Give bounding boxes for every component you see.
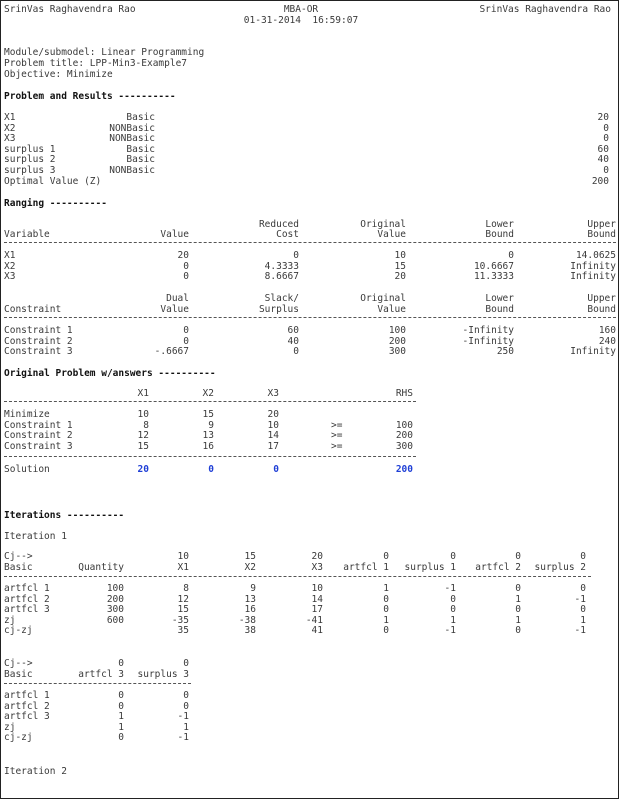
- original-row-cell: 10: [267, 419, 279, 431]
- original-row-cell: >=: [331, 430, 343, 442]
- ranging-header-cell: Upper: [587, 293, 616, 304]
- tableau-header-cell: artfcl 1: [343, 562, 389, 573]
- solution-cell: 200: [395, 464, 413, 475]
- iteration-2-label: Iteration 2: [4, 766, 67, 777]
- tableau-row-cell: 41: [311, 625, 323, 637]
- original-row-cell: 17: [267, 440, 279, 452]
- result-variable: X3: [4, 133, 16, 145]
- ranging-variable-row-cell: 15: [394, 260, 406, 272]
- original-row-cell: >=: [331, 419, 343, 431]
- tableau-row-cell: 0: [383, 593, 389, 605]
- tableau-row-cell: 200: [106, 593, 124, 605]
- tableau-row-cell: 0: [183, 690, 189, 701]
- ranging-header-cell: Upper: [587, 219, 616, 230]
- tableau-cj-cell: 20: [311, 551, 323, 562]
- tableau-row-cell: 9: [250, 583, 256, 594]
- original-row-cell: Constraint 2: [4, 430, 73, 442]
- tableau-cj-cell: 0: [515, 551, 521, 562]
- result-variable: X1: [4, 112, 16, 123]
- tableau-cj-cell: 0: [183, 658, 189, 669]
- result-status: NONBasic: [109, 133, 155, 145]
- tableau-row-cell: 0: [580, 583, 586, 594]
- ranging-header-cell: Lower: [485, 219, 514, 230]
- ranging-constraint-row-cell: 160: [598, 325, 616, 336]
- ranging-constraint-row-cell: -Infinity: [462, 335, 514, 347]
- tableau-row-cell: 1: [183, 721, 189, 733]
- ranging-header-cell: Cost: [276, 229, 299, 240]
- objective-line: Objective: Minimize: [4, 69, 113, 80]
- result-status: NONBasic: [109, 122, 155, 134]
- ranging-header-cell: Bound: [485, 304, 514, 315]
- ranging-header-cell: Original: [360, 219, 406, 230]
- tableau-row-cell: 38: [244, 625, 256, 637]
- ranging-header-cell: Surplus: [258, 304, 299, 315]
- tableau-cj-cell: Cj-->: [4, 551, 33, 562]
- tableau-row-cell: 1: [515, 614, 521, 626]
- tableau-row-cell: 8: [183, 583, 189, 594]
- tableau-row-cell: 16: [244, 604, 256, 616]
- tableau-cj-cell: 0: [450, 551, 456, 562]
- ranging-constraint-row-cell: 240: [598, 335, 616, 347]
- tableau-row-cell: artfcl 1: [4, 690, 50, 701]
- tableau-row-cell: -1: [177, 732, 189, 744]
- tableau-header-cell: Basic: [4, 562, 33, 573]
- ranging-constraint-row-cell: Constraint 2: [4, 335, 73, 347]
- tableau-row-cell: 1: [118, 721, 124, 733]
- header-title: MBA-OR: [283, 4, 319, 15]
- ranging-variable-row-cell: 0: [183, 260, 189, 272]
- result-variable: surplus 3: [4, 165, 56, 176]
- result-value: 0: [603, 122, 609, 134]
- tableau-header-cell: surplus 2: [534, 562, 586, 573]
- ranging-variable-row-cell: 0: [293, 250, 299, 261]
- ranging-variable-row-cell: X1: [4, 250, 16, 261]
- ranging-constraint-row-cell: 100: [388, 325, 406, 336]
- header-right-name: SrinVas Raghavendra Rao: [479, 4, 611, 15]
- tableau-row-cell: artfcl 2: [4, 593, 50, 605]
- ranging-variable-row-cell: 10: [394, 250, 406, 261]
- tableau-header-cell: surplus 3: [137, 669, 189, 680]
- tableau-cj-cell: 0: [383, 551, 389, 562]
- tableau-row-cell: 0: [118, 690, 124, 701]
- tableau-row-cell: 1: [580, 614, 586, 626]
- original-header-cell: X1: [137, 388, 149, 399]
- tableau-row-cell: 0: [118, 732, 124, 744]
- tableau-divider: [4, 576, 591, 577]
- ranging-constraint-row-cell: 0: [183, 325, 189, 336]
- tableau-row-cell: -1: [444, 583, 456, 594]
- result-value: 0: [603, 133, 609, 145]
- original-row-cell: 8: [143, 419, 149, 431]
- tableau-row-cell: 15: [177, 604, 189, 616]
- tableau-row-cell: 1: [450, 614, 456, 626]
- ranging-variable-row-cell: 20: [177, 250, 189, 261]
- tableau-row-cell: 1: [515, 593, 521, 605]
- problem-title-line: Problem title: LPP-Min3-Example7: [4, 58, 188, 69]
- solution-cell: Solution: [4, 464, 50, 475]
- ranging-variable-row-cell: 11.3333: [473, 271, 514, 283]
- original-row-cell: 12: [137, 430, 149, 442]
- tableau-row-cell: 300: [106, 604, 124, 616]
- ranging-variable-row-cell: 0: [508, 250, 514, 261]
- ranging-constraint-row-cell: 0: [293, 346, 299, 358]
- original-divider: [4, 456, 416, 457]
- original-row-cell: Minimize: [4, 409, 50, 420]
- ranging-header-cell: Variable: [4, 229, 50, 240]
- ranging-constraint-row-cell: Constraint 3: [4, 346, 73, 358]
- result-variable: surplus 1: [4, 143, 56, 155]
- tableau-header-cell: X3: [311, 562, 323, 573]
- tableau-row-cell: cj-zj: [4, 625, 33, 637]
- original-row-cell: 100: [395, 419, 413, 431]
- module-line: Module/submodel: Linear Programming: [4, 47, 205, 58]
- original-header-cell: RHS: [395, 388, 413, 399]
- tableau-row-cell: 100: [106, 583, 124, 594]
- tableau-cj-cell: 15: [244, 551, 256, 562]
- tableau-row-cell: 13: [244, 593, 256, 605]
- solution-cell: 20: [137, 464, 149, 475]
- ranging-variable-row-cell: 14.0625: [575, 250, 616, 261]
- tableau-header-cell: X1: [177, 562, 189, 573]
- result-status: Basic: [126, 154, 155, 166]
- ranging-constraint-row-cell: 300: [388, 346, 406, 358]
- header-left-name: SrinVas Raghavendra Rao: [4, 4, 136, 15]
- tableau-row-cell: -1: [574, 593, 586, 605]
- original-header-cell: X3: [267, 388, 279, 399]
- tableau-header-cell: artfcl 2: [475, 562, 521, 573]
- ranging-variable-row-cell: 4.3333: [264, 260, 299, 272]
- ranging-constraint-row-cell: 60: [287, 325, 299, 336]
- tableau-cj-cell: 10: [177, 551, 189, 562]
- ranging-header-cell: Bound: [587, 229, 616, 240]
- tableau-row-cell: -41: [305, 614, 323, 626]
- ranging-constraint-row-cell: 0: [183, 335, 189, 347]
- original-row-cell: 14: [267, 430, 279, 442]
- result-status: Basic: [126, 143, 155, 155]
- tableau-row-cell: 1: [383, 583, 389, 594]
- original-header-cell: X2: [202, 388, 214, 399]
- ranging-variable-row-cell: 10.6667: [473, 260, 514, 272]
- result-value: 20: [597, 112, 609, 123]
- original-row-cell: 15: [202, 409, 214, 420]
- original-row-cell: 20: [267, 409, 279, 420]
- ranging-header-cell: Slack/: [264, 293, 299, 304]
- original-row-cell: 9: [208, 419, 214, 431]
- ranging-variable-row-cell: X3: [4, 271, 16, 283]
- tableau-row-cell: -38: [238, 614, 256, 626]
- ranging-variable-row-cell: Infinity: [570, 271, 616, 283]
- ranging-header-cell: Bound: [485, 229, 514, 240]
- tableau-header-cell: Basic: [4, 669, 33, 680]
- ranging-header-cell: Dual: [166, 293, 189, 304]
- ranging-variable-row-cell: X2: [4, 260, 16, 272]
- result-status: NONBasic: [109, 165, 155, 176]
- original-row-cell: >=: [331, 440, 343, 452]
- tableau-row-cell: 0: [118, 700, 124, 712]
- original-row-cell: 16: [202, 440, 214, 452]
- header-datetime: 01-31-2014 16:59:07: [243, 15, 359, 26]
- optimal-value: 200: [591, 176, 609, 187]
- tableau-header-cell: X2: [244, 562, 256, 573]
- tableau-row-cell: 0: [580, 604, 586, 616]
- tableau-row-cell: 35: [177, 625, 189, 637]
- ranging-header-cell: Lower: [485, 293, 514, 304]
- tableau-cj-cell: 0: [580, 551, 586, 562]
- tableau-row-cell: 600: [106, 614, 124, 626]
- tableau-header-cell: artfcl 3: [78, 669, 124, 680]
- ranging-constraint-row-cell: -.6667: [154, 346, 189, 358]
- tableau-row-cell: 0: [450, 604, 456, 616]
- tableau-row-cell: zj: [4, 614, 16, 626]
- ranging-constraint-row-cell: 250: [496, 346, 514, 358]
- tableau-header-cell: Quantity: [78, 562, 124, 573]
- original-row-cell: 15: [137, 440, 149, 452]
- tableau-row-cell: 14: [311, 593, 323, 605]
- result-variable: surplus 2: [4, 154, 56, 166]
- tableau-row-cell: 0: [515, 583, 521, 594]
- ranging-constraint-row-cell: 40: [287, 335, 299, 347]
- iteration-1-label: Iteration 1: [4, 531, 67, 542]
- tableau-row-cell: 0: [183, 700, 189, 712]
- tableau-cj-cell: 0: [118, 658, 124, 669]
- tableau-row-cell: cj-zj: [4, 732, 33, 744]
- ranging-divider: [4, 317, 616, 318]
- tableau-row-cell: -1: [444, 625, 456, 637]
- original-row-cell: 200: [395, 430, 413, 442]
- solution-cell: 0: [273, 464, 279, 475]
- tableau-row-cell: 1: [383, 614, 389, 626]
- ranging-divider: [4, 242, 616, 243]
- result-value: 0: [603, 165, 609, 176]
- result-variable: X2: [4, 122, 16, 134]
- tableau-row-cell: 0: [515, 604, 521, 616]
- original-row-cell: Constraint 3: [4, 440, 73, 452]
- ranging-heading: Ranging ----------: [4, 198, 107, 209]
- tableau-divider: [4, 683, 191, 684]
- original-row-cell: Constraint 1: [4, 419, 73, 431]
- optimal-value-label: Optimal Value (Z): [4, 176, 102, 187]
- original-heading: Original Problem w/answers ----------: [4, 368, 216, 379]
- ranging-header-cell: Reduced: [258, 219, 299, 230]
- tableau-row-cell: -35: [171, 614, 189, 626]
- ranging-header-cell: Value: [160, 229, 189, 240]
- tableau-row-cell: -1: [574, 625, 586, 637]
- ranging-constraint-row-cell: -Infinity: [462, 325, 514, 336]
- tableau-row-cell: 0: [515, 625, 521, 637]
- tableau-row-cell: 0: [383, 604, 389, 616]
- iterations-heading: Iterations ----------: [4, 510, 125, 521]
- original-row-cell: 300: [395, 440, 413, 452]
- original-divider: [4, 401, 416, 402]
- original-row-cell: 13: [202, 430, 214, 442]
- ranging-constraint-row-cell: 200: [388, 335, 406, 347]
- ranging-constraint-row-cell: Constraint 1: [4, 325, 73, 336]
- result-value: 60: [597, 143, 609, 155]
- tableau-row-cell: artfcl 3: [4, 711, 50, 723]
- ranging-header-cell: Constraint: [4, 304, 62, 315]
- ranging-variable-row-cell: 20: [394, 271, 406, 283]
- result-value: 40: [597, 154, 609, 166]
- ranging-header-cell: Original: [360, 293, 406, 304]
- ranging-header-cell: Value: [377, 304, 406, 315]
- tableau-row-cell: 0: [383, 625, 389, 637]
- ranging-header-cell: Bound: [587, 304, 616, 315]
- tableau-row-cell: 1: [118, 711, 124, 723]
- result-status: Basic: [126, 112, 155, 123]
- tableau-cj-cell: Cj-->: [4, 658, 33, 669]
- ranging-constraint-row-cell: Infinity: [570, 346, 616, 358]
- tableau-row-cell: 12: [177, 593, 189, 605]
- tableau-row-cell: 17: [311, 604, 323, 616]
- results-heading: Problem and Results ----------: [4, 91, 176, 102]
- original-row-cell: 10: [137, 409, 149, 420]
- ranging-header-cell: Value: [160, 304, 189, 315]
- ranging-variable-row-cell: Infinity: [570, 260, 616, 272]
- tableau-row-cell: artfcl 1: [4, 583, 50, 594]
- ranging-variable-row-cell: 0: [183, 271, 189, 283]
- solution-cell: 0: [208, 464, 214, 475]
- ranging-header-cell: Value: [377, 229, 406, 240]
- tableau-row-cell: -1: [177, 711, 189, 723]
- tableau-row-cell: 10: [311, 583, 323, 594]
- ranging-variable-row-cell: 8.6667: [264, 271, 299, 283]
- tableau-header-cell: surplus 1: [404, 562, 456, 573]
- tableau-row-cell: 0: [450, 593, 456, 605]
- tableau-row-cell: artfcl 2: [4, 700, 50, 712]
- tableau-row-cell: artfcl 3: [4, 604, 50, 616]
- tableau-row-cell: zj: [4, 721, 16, 733]
